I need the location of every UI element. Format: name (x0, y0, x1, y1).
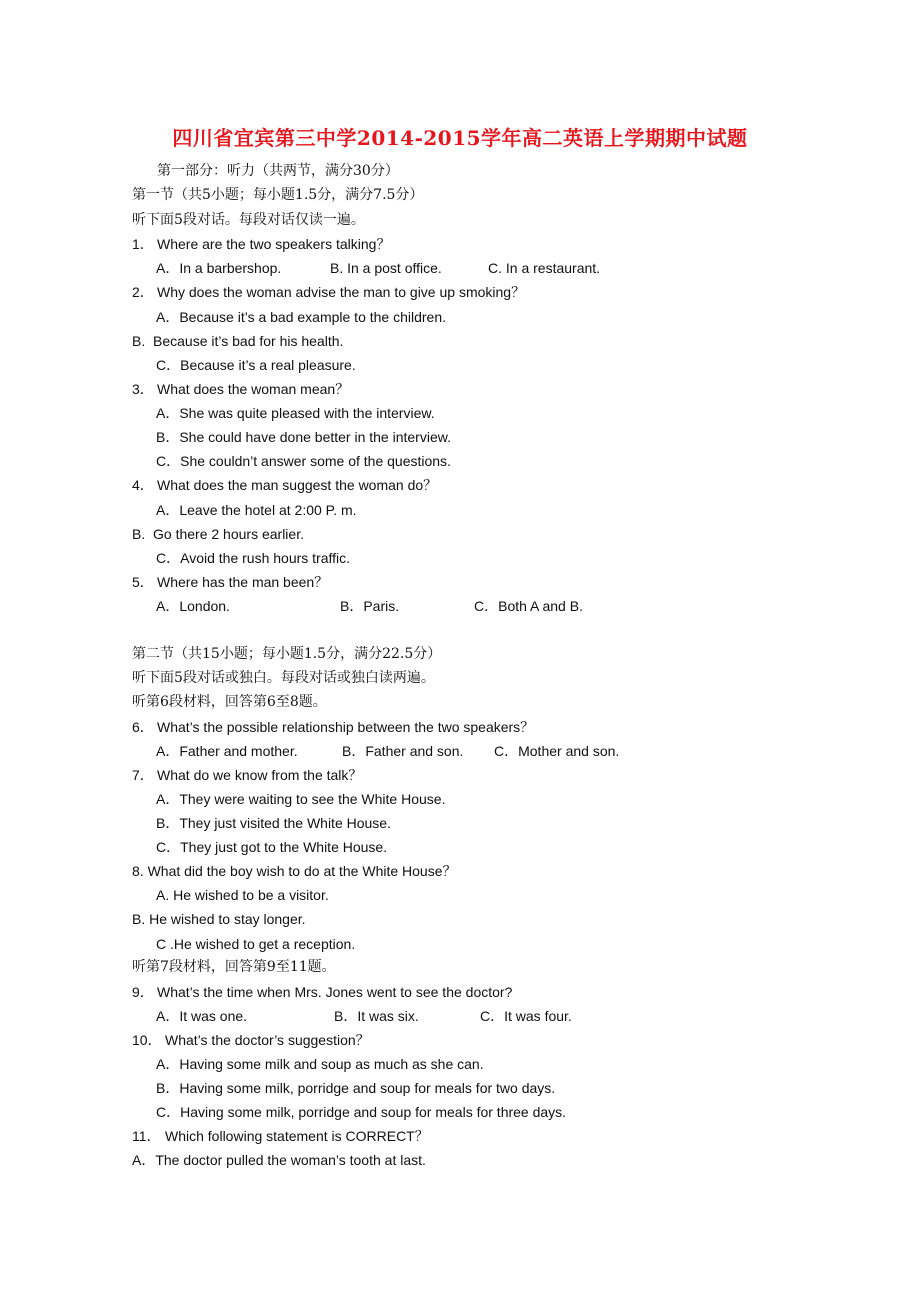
question-number: 10． (132, 1032, 162, 1048)
option-b: B. He wished to stay longer. (132, 911, 306, 927)
option-b: B．She could have done better in the interview. (156, 429, 451, 445)
question-text: What does the man suggest the woman do？ (157, 477, 438, 493)
option-c: C．Both A and B. (474, 598, 583, 614)
question-text: 8. What did the boy wish to do at the White House？ (132, 863, 457, 879)
option-a: A．She was quite pleased with the interview. (156, 405, 435, 421)
option-c: C．She couldn’t answer some of the questions. (156, 453, 451, 469)
question-number: 3． (132, 381, 154, 397)
question-text: Why does the woman advise the man to give up smoking？ (157, 284, 526, 300)
option-a: A．Having some milk and soup as much as she can. (156, 1056, 484, 1072)
option-b: B. Go there 2 hours earlier. (132, 526, 304, 542)
question-text: What’s the possible relationship between the two speakers？ (157, 719, 535, 735)
option-c: C. In a restaurant. (488, 260, 601, 276)
question-number: 1． (132, 236, 154, 252)
question-text: Where are the two speakers talking？ (157, 236, 391, 252)
option-a: A．The doctor pulled the woman’s tooth at last. (132, 1152, 426, 1168)
option-a: A. He wished to be a visitor. (156, 887, 329, 903)
question-text: Which following statement is CORRECT？ (165, 1128, 429, 1144)
option-b: B．Father and son. (342, 743, 464, 759)
option-c: C .He wished to get a reception. (156, 936, 356, 952)
question-number: 6． (132, 719, 154, 735)
option-a: A．They were waiting to see the White House. (156, 791, 446, 807)
section-instruction: 听下面5段对话或独白。每段对话或独白读两遍。 (132, 670, 435, 686)
option-b: B．Paris. (340, 598, 400, 614)
option-a: A．Because it’s a bad example to the children. (156, 309, 447, 325)
page-title: 四川省宜宾第三中学2014-2015学年高二英语上学期期中试题 (172, 126, 748, 150)
option-a: A．Leave the hotel at 2:00 P. m. (156, 502, 357, 518)
option-a: A．Father and mother. (156, 743, 298, 759)
material-instruction: 听第7段材料，回答第9至11题。 (132, 959, 336, 975)
option-c: C．Mother and son. (494, 743, 620, 759)
option-b: B．They just visited the White House. (156, 815, 391, 831)
option-a: A．It was one. (156, 1008, 248, 1024)
section-heading: 第二节（共15小题；每小题1.5分，满分22.5分） (132, 646, 442, 662)
option-b: B. In a post office. (330, 260, 442, 276)
option-c: C．Because it’s a real pleasure. (156, 357, 356, 373)
question-text: What do we know from the talk？ (157, 767, 363, 783)
question-number: 11． (132, 1128, 161, 1144)
question-number: 5． (132, 574, 154, 590)
option-c: C．It was four. (480, 1008, 572, 1024)
section-instruction: 听下面5段对话。每段对话仅读一遍。 (132, 212, 365, 228)
option-a: A．London. (156, 598, 230, 614)
option-b: B．It was six. (334, 1008, 419, 1024)
option-c: C．Having some milk, porridge and soup for meals for three days. (156, 1104, 567, 1120)
option-c: C．Avoid the rush hours traffic. (156, 550, 351, 566)
section-heading: 第一节（共5小题；每小题1.5分，满分7.5分） (132, 187, 424, 203)
question-text: Where has the man been？ (157, 574, 329, 590)
question-number: 4． (132, 477, 154, 493)
option-b: B. Because it’s bad for his health. (132, 333, 344, 349)
option-b: B．Having some milk, porridge and soup for meals for two days. (156, 1080, 556, 1096)
question-text: What’s the time when Mrs. Jones went to see the doctor? (157, 984, 513, 1000)
question-number: 7． (132, 767, 154, 783)
material-instruction: 听第6段材料，回答第6至8题。 (132, 694, 327, 710)
question-number: 2． (132, 284, 154, 300)
part-heading: 第一部分：听力（共两节，满分30分） (157, 163, 399, 179)
question-number: 9． (132, 984, 154, 1000)
option-c: C．They just got to the White House. (156, 839, 388, 855)
question-text: What does the woman mean？ (157, 381, 350, 397)
option-a: A．In a barbershop. (156, 260, 282, 276)
question-text: What’s the doctor’s suggestion？ (165, 1032, 370, 1048)
